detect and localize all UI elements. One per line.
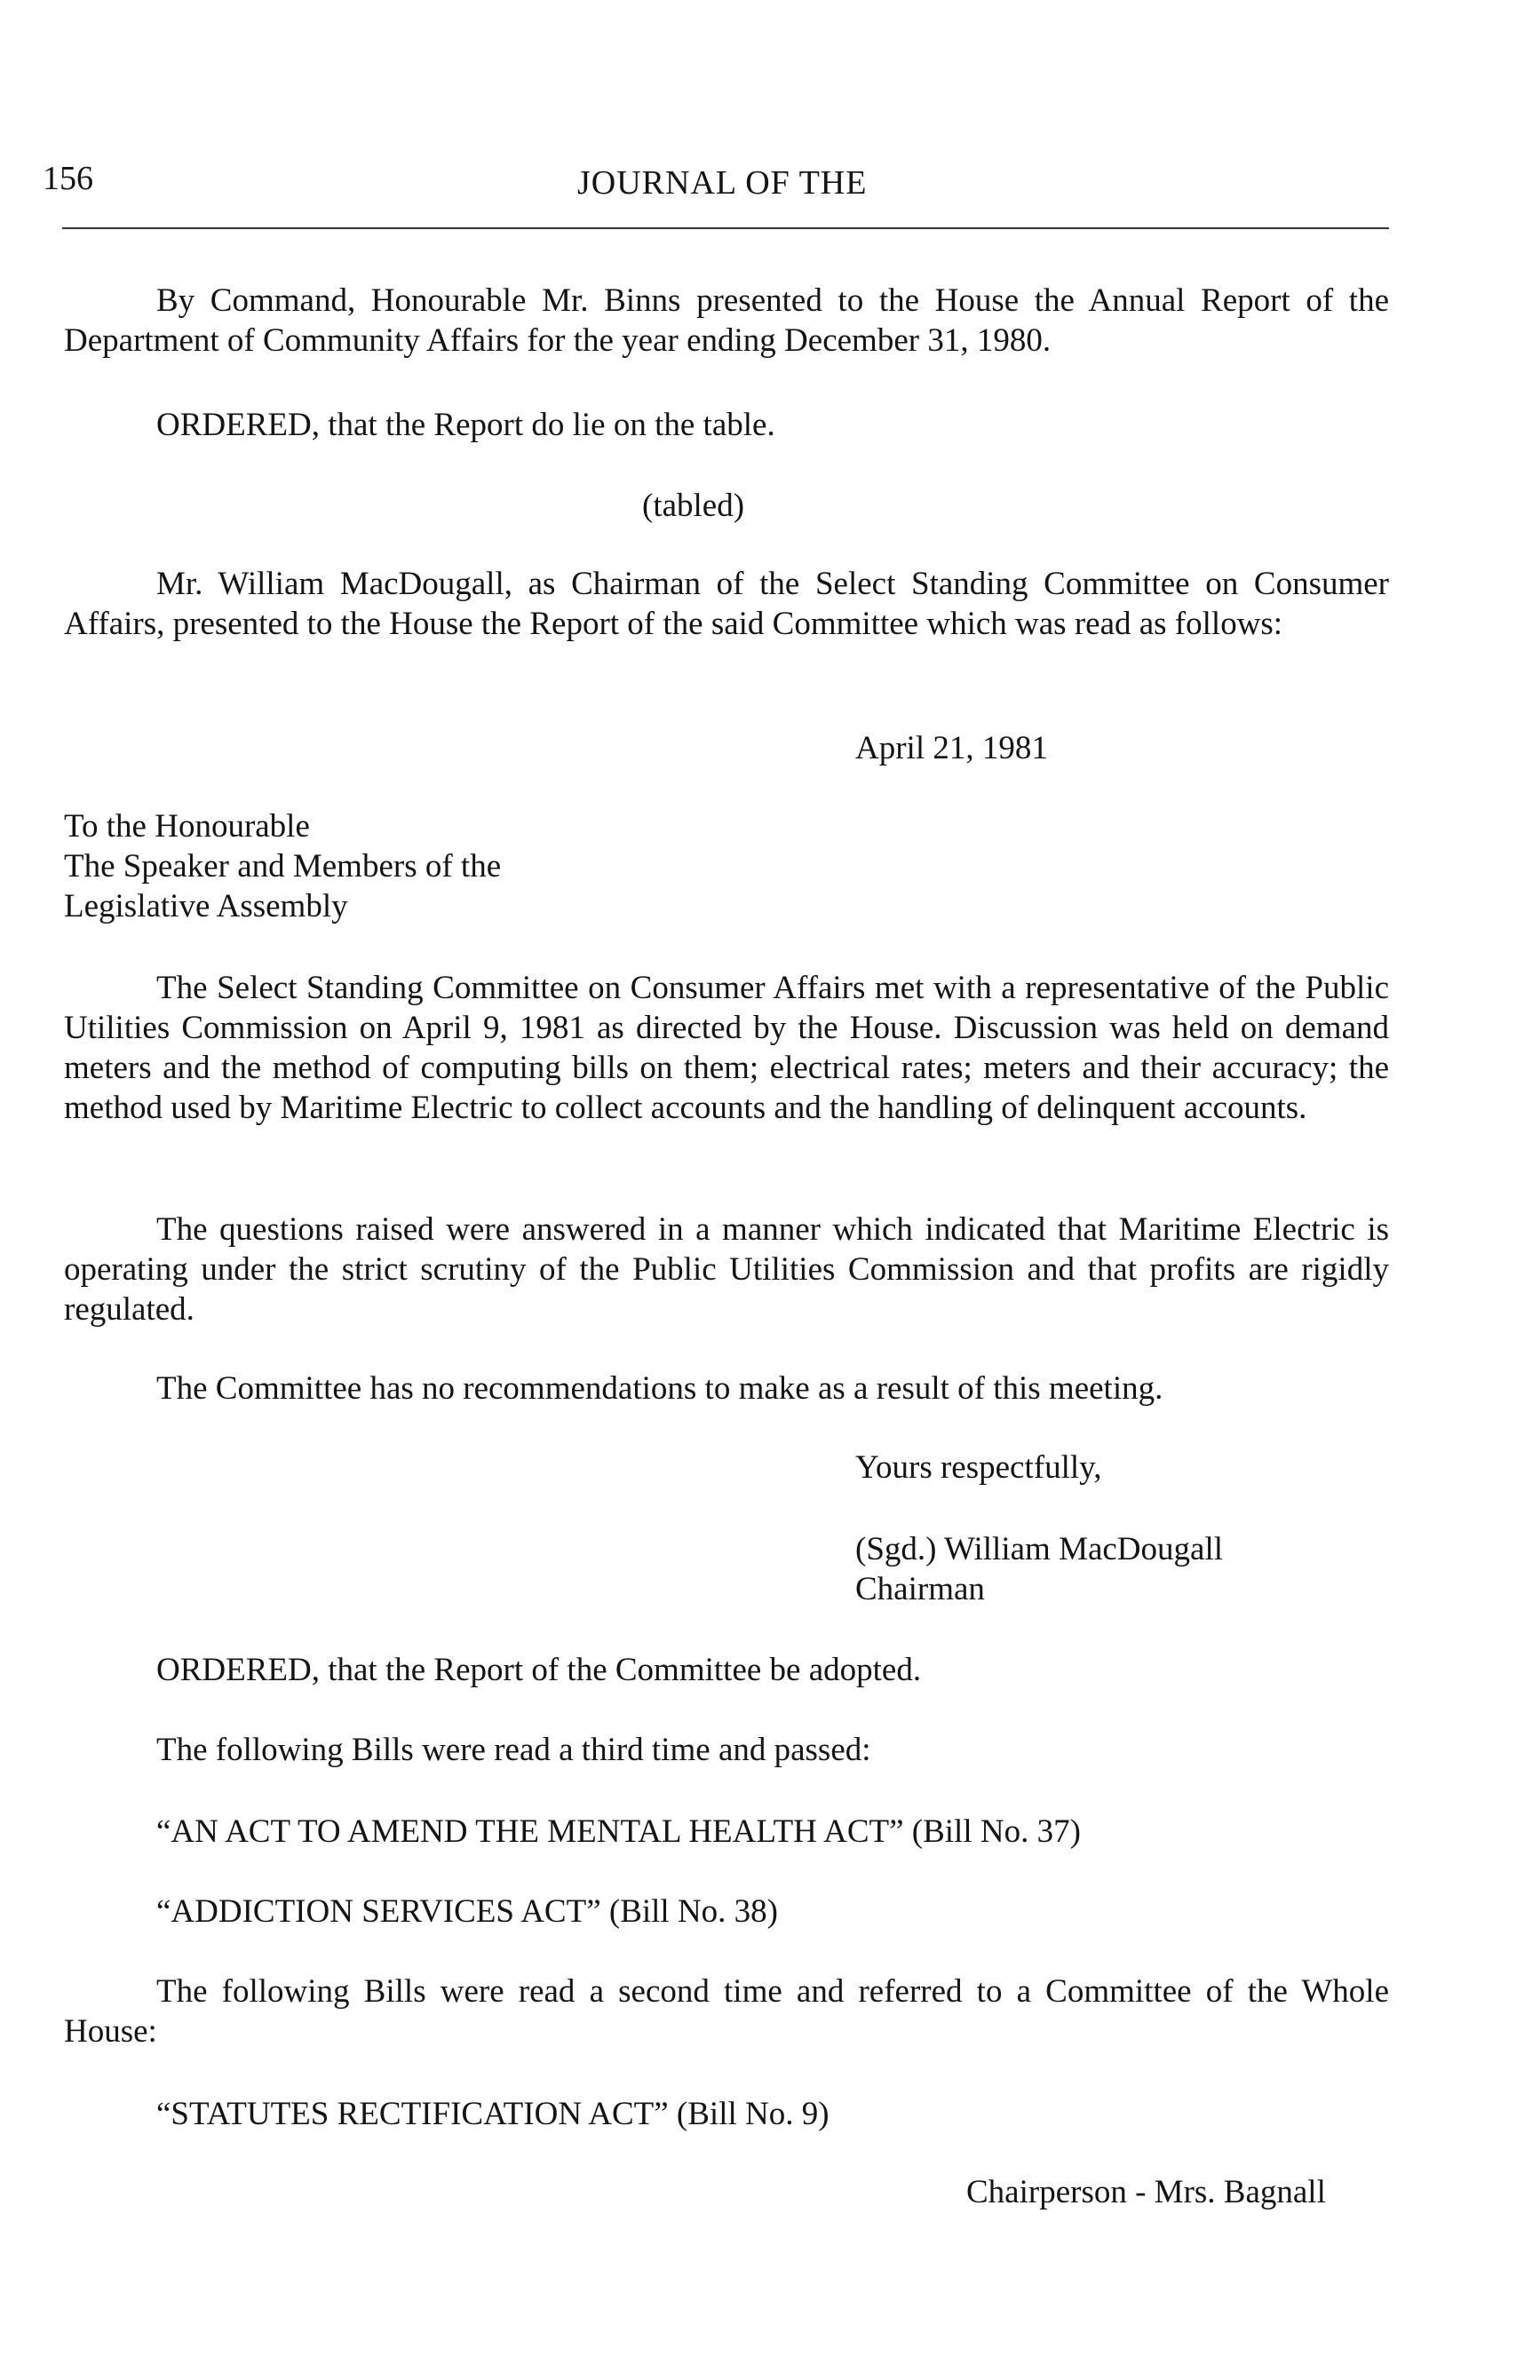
running-head: JOURNAL OF THE	[577, 164, 868, 202]
signature: (Sgd.) William MacDougall	[855, 1531, 1224, 1567]
address-line: Legislative Assembly	[64, 888, 348, 924]
bill-38: “ADDICTION SERVICES ACT” (Bill No. 38)	[156, 1893, 779, 1930]
ordered-table-paragraph: ORDERED, that the Report do lie on the table.	[156, 407, 775, 443]
letter-date: April 21, 1981	[855, 730, 1048, 766]
committee-intro-paragraph: Mr. William MacDougall, as Chairman of the Select Standing Committee on Consumer Affairs, presented to the House the Report of the said Committee which was read as follows:	[64, 566, 1389, 642]
letter-address	[64, 806, 501, 926]
third-reading-intro: The following Bills were read a third time and passed:	[156, 1732, 871, 1768]
letter-closing: Yours respectfully,	[855, 1449, 1102, 1486]
tabled-note: (tabled)	[642, 488, 745, 524]
bill-9: “STATUTES RECTIFICATION ACT” (Bill No. 9)	[156, 2096, 830, 2132]
signature-block	[855, 1529, 1223, 1609]
page-number: 156	[43, 160, 93, 197]
ordered-adopted-paragraph: ORDERED, that the Report of the Committee be adopted.	[156, 1652, 922, 1688]
address-line: To the Honourable	[64, 808, 310, 845]
address-line: The Speaker and Members of the	[64, 848, 502, 885]
letter-body-paragraph: The Select Standing Committee on Consumer Affairs met with a representative of the Public Utilities Commission on April 9, 1981 as directed by the House. Discussion was held on demand meters and the method of computing bills on them; electrical rates; meters and their accuracy; the method used by Maritime Electric to collect accounts and the handling of delinquent accounts.	[64, 970, 1389, 1126]
chairperson-line: Chairperson - Mrs. Bagnall	[966, 2174, 1326, 2210]
second-reading-intro: The following Bills were read a second time and referred to a Committee of the Whole House:	[64, 1973, 1389, 2050]
signatory-title: Chairman	[855, 1571, 985, 1607]
letter-body-paragraph: The Committee has no recommendations to make as a result of this meeting.	[156, 1370, 1163, 1407]
header-rule	[62, 227, 1389, 229]
annual-report-paragraph: By Command, Honourable Mr. Binns presented to the House the Annual Report of the Department of Community Affairs for the year ending December 31, 1980.	[64, 282, 1389, 359]
bill-37: “AN ACT TO AMEND THE MENTAL HEALTH ACT” (Bill No. 37)	[156, 1813, 1081, 1850]
letter-body-paragraph: The questions raised were answered in a manner which indicated that Maritime Electric is operating under the strict scrutiny of the Public Utilities Commission and that profits are rigidly regulated.	[64, 1211, 1389, 1328]
